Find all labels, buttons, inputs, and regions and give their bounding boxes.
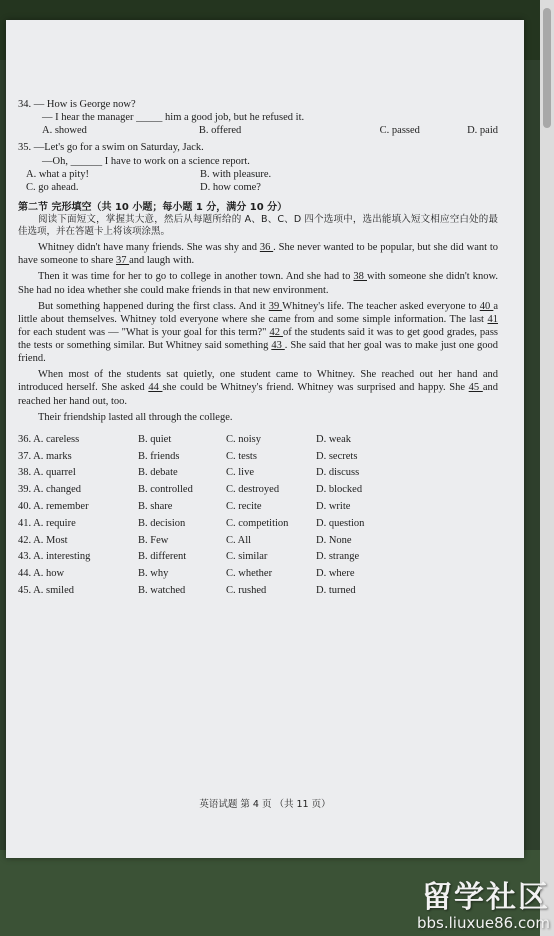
choice-b: B. quiet [138,433,172,445]
blank-40: 40 [479,300,494,312]
choice-a: 40. A. remember [18,500,89,512]
passage-text: she could be Whitney's friend. Whitney was surprised and happy. She [162,382,469,394]
blank-43: 43 [271,340,285,351]
section-title: 第二节 完形填空（共 10 小题；每小题 1 分，满分 10 分） [18,201,288,213]
choice-c: C. destroyed [226,484,280,496]
choice-d: D. None [316,534,352,546]
passage-text: When most of the students sat quietly, one student came to Whitney. She reached out her hand and introduced herself. She asked [18,369,498,394]
choice-row [18,516,498,533]
page-footer: 英语试题 第 4 页 （共 11 页） [199,799,331,810]
blank-39: 39 [268,300,283,312]
scrollbar[interactable] [540,0,554,936]
passage-text: But something happened during the first class. And it [38,300,269,312]
passage-text: and reached her hand out, too. [18,382,498,407]
choice-c: C. noisy [226,433,262,445]
passage-text: . She never wanted to be popular, but she did want to have someone to share [18,242,499,267]
watermark-url: bbs.liuxue86.com [417,914,550,932]
blank-36: 36 [259,242,274,254]
passage-paragraph-1 [18,241,498,267]
choice-d: D. discuss [316,467,360,479]
choice-row [18,482,498,499]
choice-row [18,432,498,449]
blank-42: 42 [269,326,283,338]
q34-answer: — I hear the manager _____ him a good job, but he refused it. [42,112,305,124]
choice-d: D. turned [316,584,356,596]
choice-a: 38. A. quarrel [18,467,76,479]
choice-a: 41. A. require [18,517,76,529]
choice-b: B. watched [138,584,186,596]
passage-text: and laugh with. [129,255,195,267]
choice-b: B. different [138,551,187,563]
passage-text: Whitney didn't have many friends. She was shy and [38,242,260,254]
choice-row [18,465,498,482]
blank-37: 37 [115,255,130,267]
q34-option-b: B. offered [198,125,242,137]
choice-d: D. question [316,517,365,529]
choice-row [18,499,498,516]
choice-b: B. decision [138,517,186,529]
blank-38: 38 [353,271,367,283]
choice-row [18,449,498,466]
exam-page [6,20,524,858]
passage-text: Then it was time for her to go to college in another town. And she had to [38,271,354,283]
passage-text: of the students said it was to get good grades, pass the tests or something similar. But Whitney said something [18,326,499,351]
q35-option-c: C. go ahead. [26,181,79,193]
q35-prompt: 35. —Let's go for a swim on Saturday, Jack. [18,142,204,154]
blank-41: 41 [487,313,498,325]
q35-options-ab [18,168,498,181]
passage-text: for each student was — "What is your goal for this term?" [18,326,270,338]
choice-b: B. controlled [138,484,193,496]
choice-c: C. competition [226,517,289,529]
choice-c: C. recite [226,500,262,512]
blank-44: 44 [148,382,163,394]
choice-row [18,549,498,566]
choice-c: C. tests [226,450,257,462]
choice-b: B. why [138,568,169,580]
choice-c: C. rushed [226,584,267,596]
q34-option-a: A. showed [42,125,87,137]
q35-option-a: A. what a pity! [26,168,89,180]
passage-text: a little about themselves. Whitney told everyone where she came from and some simple information. The last [18,300,499,325]
choices-table [18,432,498,600]
passage-paragraph-2 [18,270,498,296]
choice-a: 44. A. how [18,568,65,580]
passage-text: . She said that her goal was to make just one good friend. [18,340,499,365]
passage-text: with someone she didn't know. She had no idea whether she could make friends in that new environment. [18,271,499,296]
passage-paragraph-3 [18,300,498,366]
q35-option-d: D. how come? [200,181,261,193]
q34-prompt: 34. — How is George now? [18,99,136,110]
choice-c: C. live [226,467,254,479]
choice-c: C. similar [226,551,268,563]
q34-options [18,124,498,137]
choice-d: D. weak [316,433,351,445]
choice-b: B. Few [138,534,169,546]
section-instructions: 阅读下面短文，掌握其大意，然后从每题所给的 A、B、C、D 四个选项中，选出能填入短文相应空白处的最佳选项，并在答题卡上将该项涂黑。 [18,214,498,238]
choice-a: 39. A. changed [18,484,81,496]
exam-content [18,98,498,600]
choice-d: D. where [316,568,355,580]
choice-d: D. strange [316,551,360,563]
choice-row [18,583,498,600]
choice-c: C. All [226,534,252,546]
choice-d: D. write [316,500,351,512]
watermark [380,872,550,932]
passage-paragraph-5: Their friendship lasted all through the college. [38,411,233,423]
q35-options-cd [18,181,498,194]
choice-b: B. debate [138,467,178,479]
q35-answer: —Oh, ______ I have to work on a science report. [42,155,250,167]
choice-row [18,566,498,583]
choice-c: C. whether [226,568,273,580]
q34-option-d: D. paid [467,125,498,137]
watermark-logo: 留学社区 [422,880,550,915]
passage-text: Whitney's life. The teacher asked everyone to [282,300,480,312]
choice-a: 42. A. Most [18,534,68,546]
choice-a: 45. A. smiled [18,584,75,596]
choice-b: B. share [138,500,173,512]
choice-a: 43. A. interesting [18,551,91,563]
choice-d: D. secrets [316,450,358,462]
choice-d: D. blocked [316,484,363,496]
q34-option-c: C. passed [379,125,420,137]
choice-b: B. friends [138,450,180,462]
blank-45: 45 [468,382,483,394]
scrollbar-thumb[interactable] [543,8,551,128]
choice-a: 37. A. marks [18,450,72,462]
choice-a: 36. A. careless [18,433,80,445]
choice-row [18,533,498,550]
q35-option-b: B. with pleasure. [200,168,272,180]
passage-paragraph-4 [18,368,498,407]
